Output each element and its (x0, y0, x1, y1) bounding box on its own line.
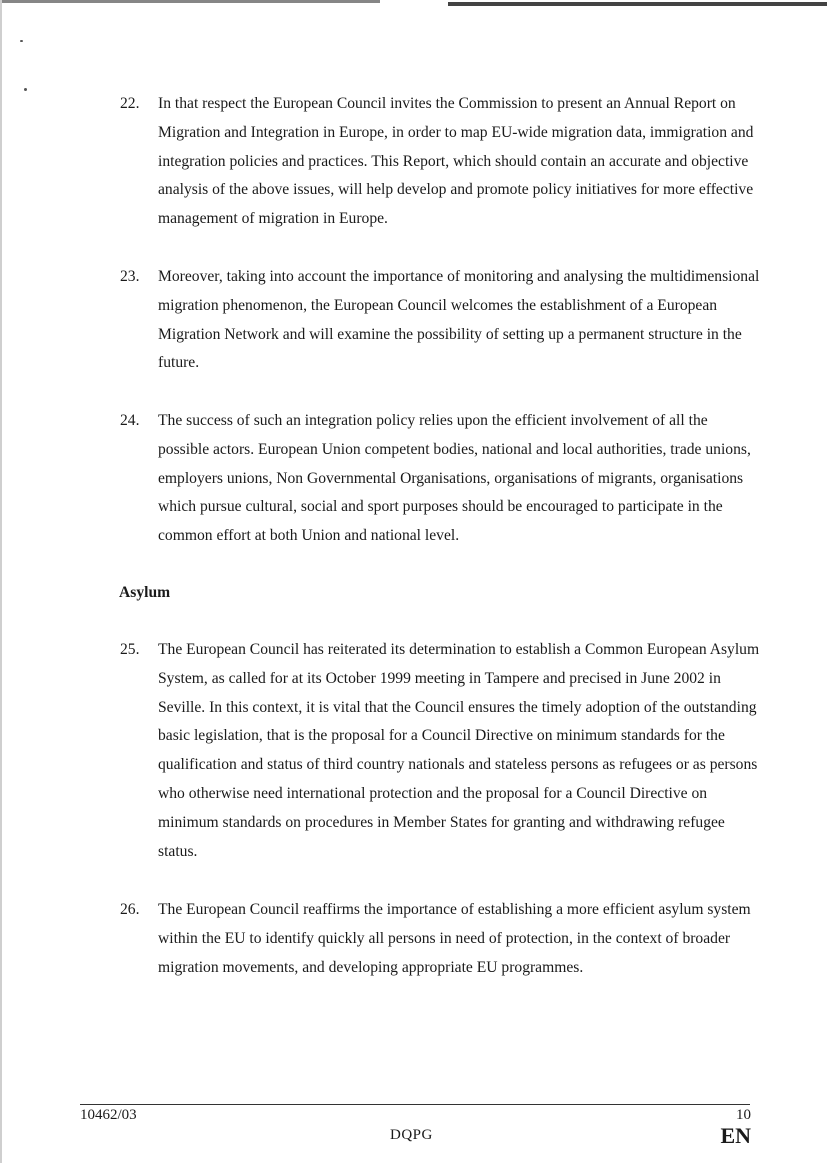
scan-left-edge (0, 0, 2, 1163)
footer-rule (80, 1104, 750, 1105)
scan-speck (24, 88, 27, 91)
paragraph-number: 25. (120, 641, 140, 658)
scan-speck (20, 40, 23, 42)
paragraph-number: 24. (120, 412, 140, 429)
paragraph-number: 26. (120, 901, 140, 918)
paragraph-23 (110, 263, 760, 378)
scan-top-rule-right (448, 2, 827, 6)
paragraph-text: The European Council reaffirms the importance of establishing a more efficient asylum system within the EU to identify quickly all persons in need of protection, in the context of broader migration movements, and developing appropriate EU programmes. (158, 901, 751, 976)
paragraph-number: 22. (120, 95, 140, 112)
footer-language: EN (720, 1123, 751, 1148)
paragraph-24 (110, 407, 760, 551)
section-heading-asylum: Asylum (119, 584, 171, 601)
footer-page-number: 10 (736, 1107, 751, 1123)
paragraph-text: Moreover, taking into account the importance of monitoring and analysing the multidimensional migration phenomenon, the European Council welcomes the establishment of a European Migration Network and will examine the possibility of setting up a permanent structure in the future. (158, 268, 760, 372)
paragraph-text: In that respect the European Council invites the Commission to present an Annual Report on Migration and Integration in Europe, in order to map EU-wide migration data, immigration and integration policies and practices. This Report, which should contain an accurate and objective analysis of the above issues, will help develop and promote policy initiatives for more effective management of migration in Europe. (158, 95, 754, 228)
paragraph-22 (110, 90, 760, 234)
paragraph-number: 23. (120, 268, 140, 285)
paragraph-25 (110, 636, 760, 866)
footer-document-ref: 10462/03 (80, 1107, 137, 1123)
scan-top-rule-left (0, 0, 380, 3)
footer-department: DQPG (390, 1127, 433, 1143)
paragraph-26 (110, 896, 760, 982)
paragraph-text: The European Council has reiterated its determination to establish a Common European Asylum System, as called for at its October 1999 meeting in Tampere and precised in June 2002 in Seville. In this context, it is vital that the Council ensures the timely adoption of the outstanding basic legislation, that is the proposal for a Council Directive on minimum standards for the qualification and status of third country nationals and stateless persons as refugees or as persons who otherwise need international protection and the proposal for a Council Directive on minimum standards on procedures in Member States for granting and withdrawing refugee status. (158, 641, 760, 860)
paragraph-text: The success of such an integration policy relies upon the efficient involvement of all the possible actors. European Union competent bodies, national and local authorities, trade unions, employers unions, Non Governmental Organisations, organisations of migrants, organisations which pursue cultural, social and sport purposes should be encouraged to participate in the common effort at both Union and national level. (158, 412, 751, 545)
